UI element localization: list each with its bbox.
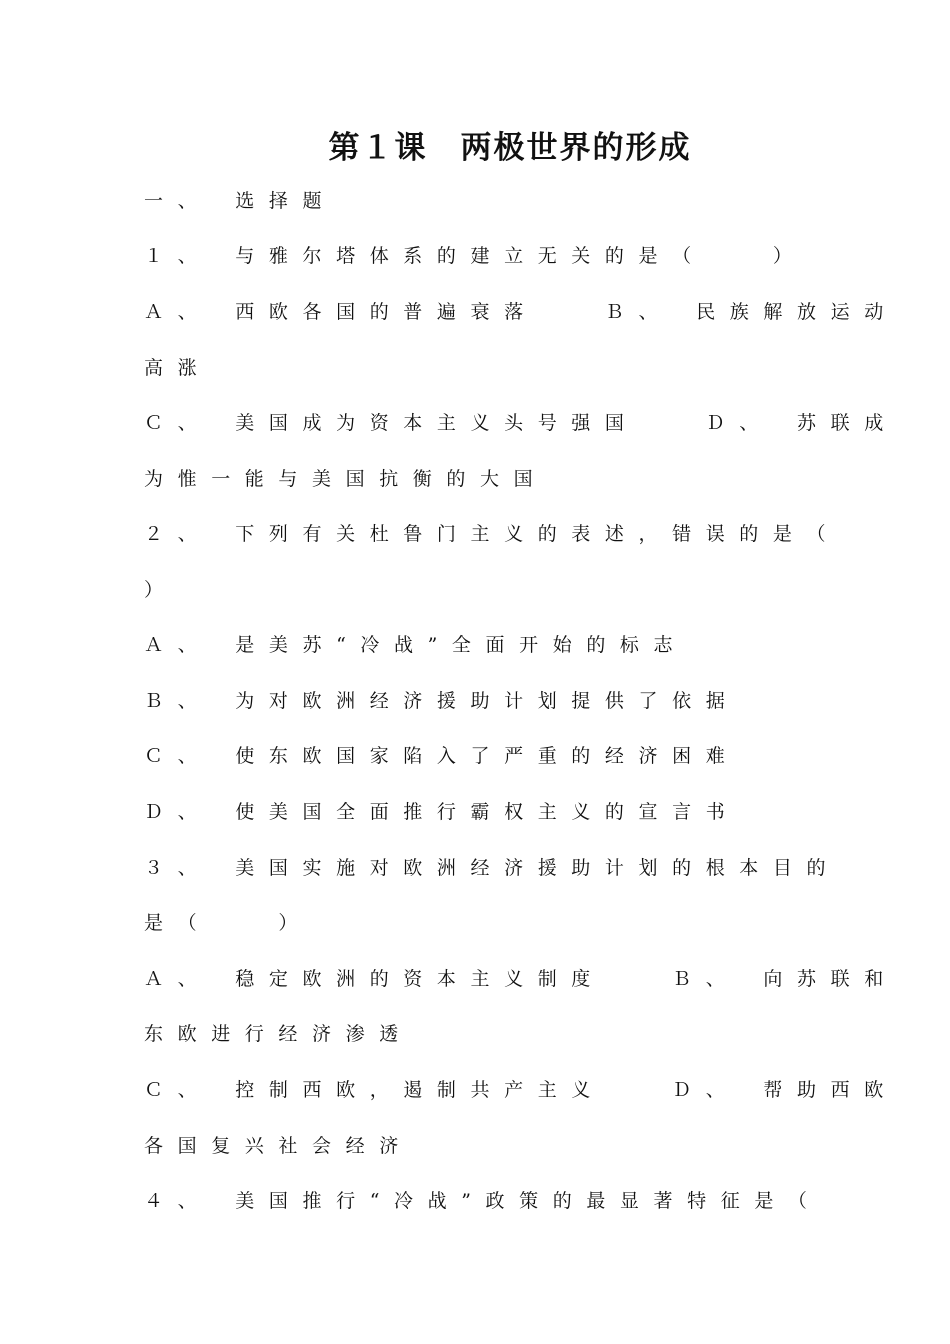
question-1-options-ab: Ａ、 西欧各国的普遍衰落 Ｂ、 民族解放运动 — [144, 301, 898, 323]
question-3-options-ab: Ａ、 稳定欧洲的资本主义制度 Ｂ、 向苏联和 — [144, 968, 898, 990]
question-2-option-b: Ｂ、 为对欧洲经济援助计划提供了依据 — [144, 690, 740, 712]
question-4-stem: ４、 美国推行“冷战”政策的最显著特征是（ — [144, 1190, 822, 1212]
question-2-option-d: Ｄ、 使美国全面推行霸权主义的宣言书 — [144, 801, 740, 823]
question-3-options-cd: Ｃ、 控制西欧，遏制共产主义 Ｄ、 帮助西欧 — [144, 1079, 898, 1101]
question-3-stem-cont: 是（ ） — [144, 912, 313, 934]
section-heading: 一、 选择题 — [144, 190, 337, 212]
question-2-option-c: Ｃ、 使东欧国家陷入了严重的经济困难 — [144, 745, 740, 767]
question-3-options-ab-cont: 东欧进行经济渗透 — [144, 1023, 413, 1045]
question-2-stem-cont: ） — [144, 579, 178, 601]
question-2-option-a: Ａ、 是美苏“冷战”全面开始的标志 — [144, 634, 688, 656]
question-2-stem: ２、 下列有关杜鲁门主义的表述，错误的是（ — [144, 523, 841, 545]
page-title: 第１课 两极世界的形成 — [328, 130, 692, 166]
question-1-options-cd: Ｃ、 美国成为资本主义头号强国 Ｄ、 苏联成 — [144, 412, 898, 434]
question-3-options-cd-cont: 各国复兴社会经济 — [144, 1135, 413, 1157]
question-1-options-cd-cont: 为惟一能与美国抗衡的大国 — [144, 468, 548, 490]
question-1-stem: １、 与雅尔塔体系的建立无关的是（ ） — [144, 245, 807, 267]
question-3-stem: ３、 美国实施对欧洲经济援助计划的根本目的 — [144, 857, 841, 879]
question-1-options-ab-cont: 高涨 — [144, 357, 212, 379]
